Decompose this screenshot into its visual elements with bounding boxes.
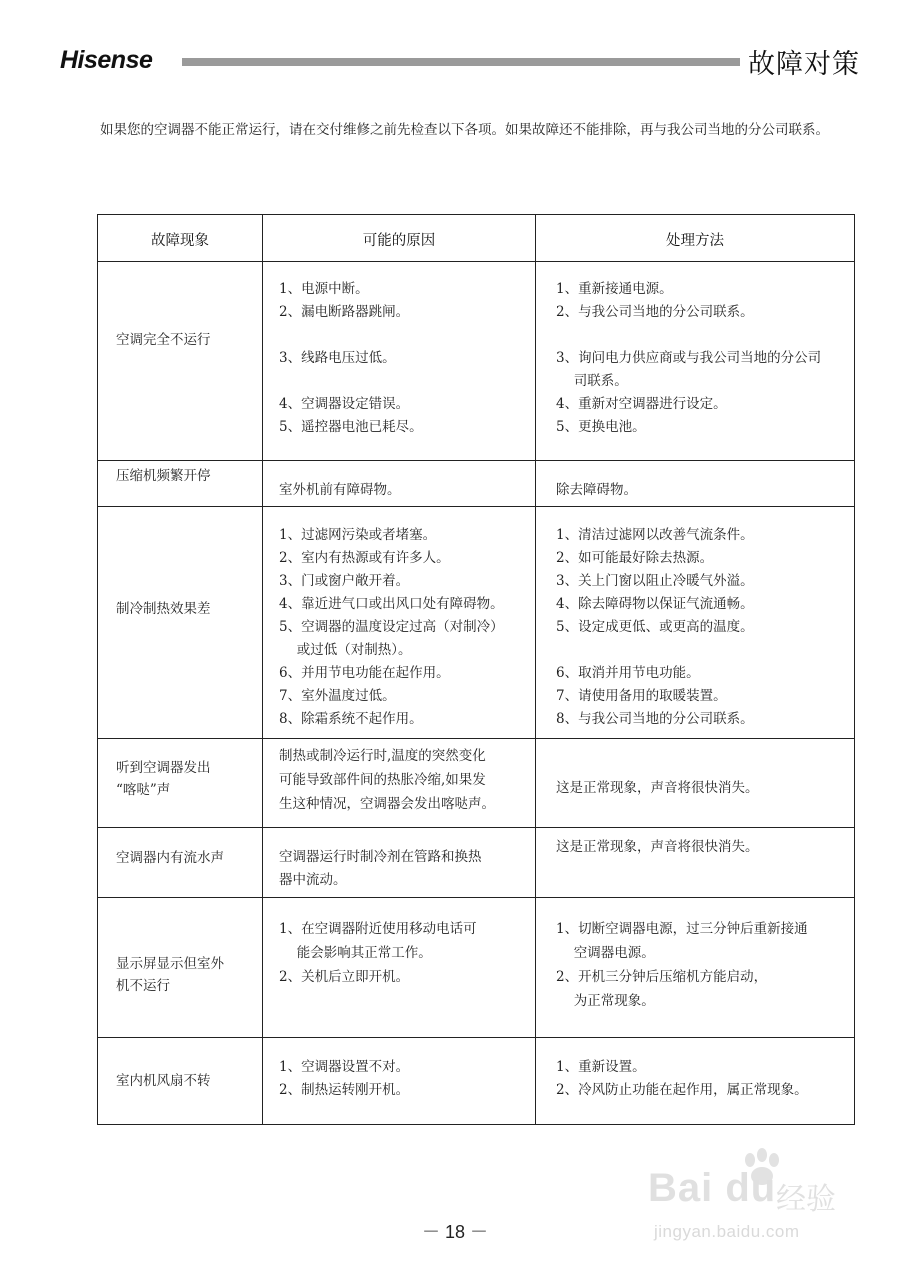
cause-line: 4、靠近进气口或出风口处有障碍物。: [279, 596, 504, 612]
cause-line: 3、门或窗户敞开着。: [279, 573, 410, 589]
remedy-line: 2、如可能最好除去热源。: [556, 550, 714, 566]
row-divider: [98, 506, 854, 507]
watermark: [648, 1150, 868, 1250]
remedy-line: 6、取消并用节电功能。: [556, 665, 700, 681]
symptom-cell: [116, 953, 224, 997]
cause-line: 5、遥控器电池已耗尽。: [279, 419, 423, 435]
watermark-url: jingyan.baidu.com: [654, 1222, 800, 1241]
remedy-line: 这是正常现象，声音将很快消失。: [556, 780, 759, 796]
symptom-line: 空调器内有流水声: [116, 850, 224, 866]
cause-line: 1、空调器设置不对。: [279, 1059, 410, 1075]
row-divider: [98, 1037, 854, 1038]
remedy-line: 8、与我公司当地的分公司联系。: [556, 711, 754, 727]
cause-line: 1、电源中断。: [279, 281, 369, 297]
page-number: － 18 －: [421, 1222, 489, 1242]
remedy-line: 司联系。: [556, 373, 628, 389]
symptom-line: 压缩机频繁开停: [116, 468, 211, 484]
cause-line: 制热或制冷运行时,温度的突然变化: [279, 748, 486, 764]
cause-line: 7、室外温度过低。: [279, 688, 396, 704]
intro-text: 如果您的空调器不能正常运行，请在交付维修之前先检查以下各项。如果故障还不能排除，再与我公司当地的分公司联系。: [100, 122, 829, 138]
symptom-line: 听到空调器发出: [116, 760, 211, 776]
remedy-line: 空调器电源。: [556, 945, 655, 961]
symptom-cell: [116, 465, 211, 487]
cause-line: 2、漏电断路器跳闸。: [279, 304, 410, 320]
cause-line: 能会影响其正常工作。: [279, 945, 432, 961]
cause-line: 4、空调器设定错误。: [279, 396, 410, 412]
symptom-cell: [116, 329, 211, 351]
header-remedy: 处理方法: [666, 233, 724, 249]
cause-line: 生这种情况，空调器会发出喀哒声。: [279, 796, 495, 812]
cause-line: 8、除霜系统不起作用。: [279, 711, 423, 727]
symptom-cell: [116, 1070, 211, 1092]
cause-line: 1、过滤网污染或者堵塞。: [279, 527, 437, 543]
symptom-line: 室内机风扇不转: [116, 1073, 211, 1089]
cause-line: 6、并用节电功能在起作用。: [279, 665, 450, 681]
symptom-cell: [116, 757, 211, 801]
row-divider: [98, 827, 854, 828]
brand-logo: Hisense: [60, 46, 153, 74]
column-divider: [535, 215, 536, 1124]
symptom-line: 显示屏显示但室外: [116, 956, 224, 972]
column-divider: [262, 215, 263, 1124]
watermark-cn: 经验: [776, 1182, 836, 1217]
remedy-line: 这是正常现象，声音将很快消失。: [556, 839, 759, 855]
remedy-line: 为正常现象。: [556, 993, 655, 1009]
symptom-cell: [116, 598, 211, 620]
symptom-line: 制冷制热效果差: [116, 601, 211, 617]
remedy-line: 4、重新对空调器进行设定。: [556, 396, 727, 412]
remedy-line: 除去障碍物。: [556, 482, 637, 498]
remedy-line: 2、与我公司当地的分公司联系。: [556, 304, 754, 320]
cause-line: 器中流动。: [279, 872, 347, 888]
remedy-line: 3、关上门窗以阻止冷暖气外溢。: [556, 573, 754, 589]
cause-line: 或过低（对制热）。: [279, 642, 412, 658]
remedy-line: 5、更换电池。: [556, 419, 646, 435]
remedy-line: 5、设定成更低、或更高的温度。: [556, 619, 754, 635]
cause-line: 2、制热运转刚开机。: [279, 1082, 410, 1098]
row-divider: [98, 738, 854, 739]
row-divider: [98, 897, 854, 898]
remedy-line: 1、重新接通电源。: [556, 281, 673, 297]
cause-line: 2、关机后立即开机。: [279, 969, 410, 985]
remedy-line: 2、冷风防止功能在起作用，属正常现象。: [556, 1082, 808, 1098]
symptom-line: “喀哒”声: [116, 782, 171, 798]
cause-line: 3、线路电压过低。: [279, 350, 396, 366]
cause-line: 5、空调器的温度设定过高（对制冷）: [279, 619, 504, 635]
cause-line: 室外机前有障碍物。: [279, 482, 401, 498]
cause-line: 空调器运行时制冷剂在管路和换热: [279, 849, 482, 865]
troubleshooting-table: [97, 214, 855, 1125]
remedy-line: 3、询问电力供应商或与我公司当地的分公司: [556, 350, 822, 366]
remedy-line: 7、请使用备用的取暖装置。: [556, 688, 727, 704]
symptom-cell: [116, 847, 224, 869]
header-rule: [182, 58, 740, 66]
cause-line: 可能导致部件间的热胀冷缩,如果发: [279, 772, 486, 788]
section-title: 故障对策: [748, 49, 860, 80]
symptom-line: 机不运行: [116, 978, 170, 994]
remedy-line: 4、除去障碍物以保证气流通畅。: [556, 596, 754, 612]
row-divider: [98, 261, 854, 262]
cause-line: 2、室内有热源或有许多人。: [279, 550, 450, 566]
remedy-line: 2、开机三分钟后压缩机方能启动，: [556, 969, 768, 985]
watermark-logo: Bai du: [648, 1166, 777, 1210]
header-cause: 可能的原因: [362, 233, 436, 249]
remedy-line: 1、清洁过滤网以改善气流条件。: [556, 527, 754, 543]
header-symptom: 故障现象: [151, 233, 209, 249]
remedy-line: 1、重新设置。: [556, 1059, 646, 1075]
row-divider: [98, 460, 854, 461]
symptom-line: 空调完全不运行: [116, 332, 211, 348]
remedy-line: 1、切断空调器电源，过三分钟后重新接通: [556, 921, 808, 937]
cause-line: 1、在空调器附近使用移动电话可: [279, 921, 477, 937]
